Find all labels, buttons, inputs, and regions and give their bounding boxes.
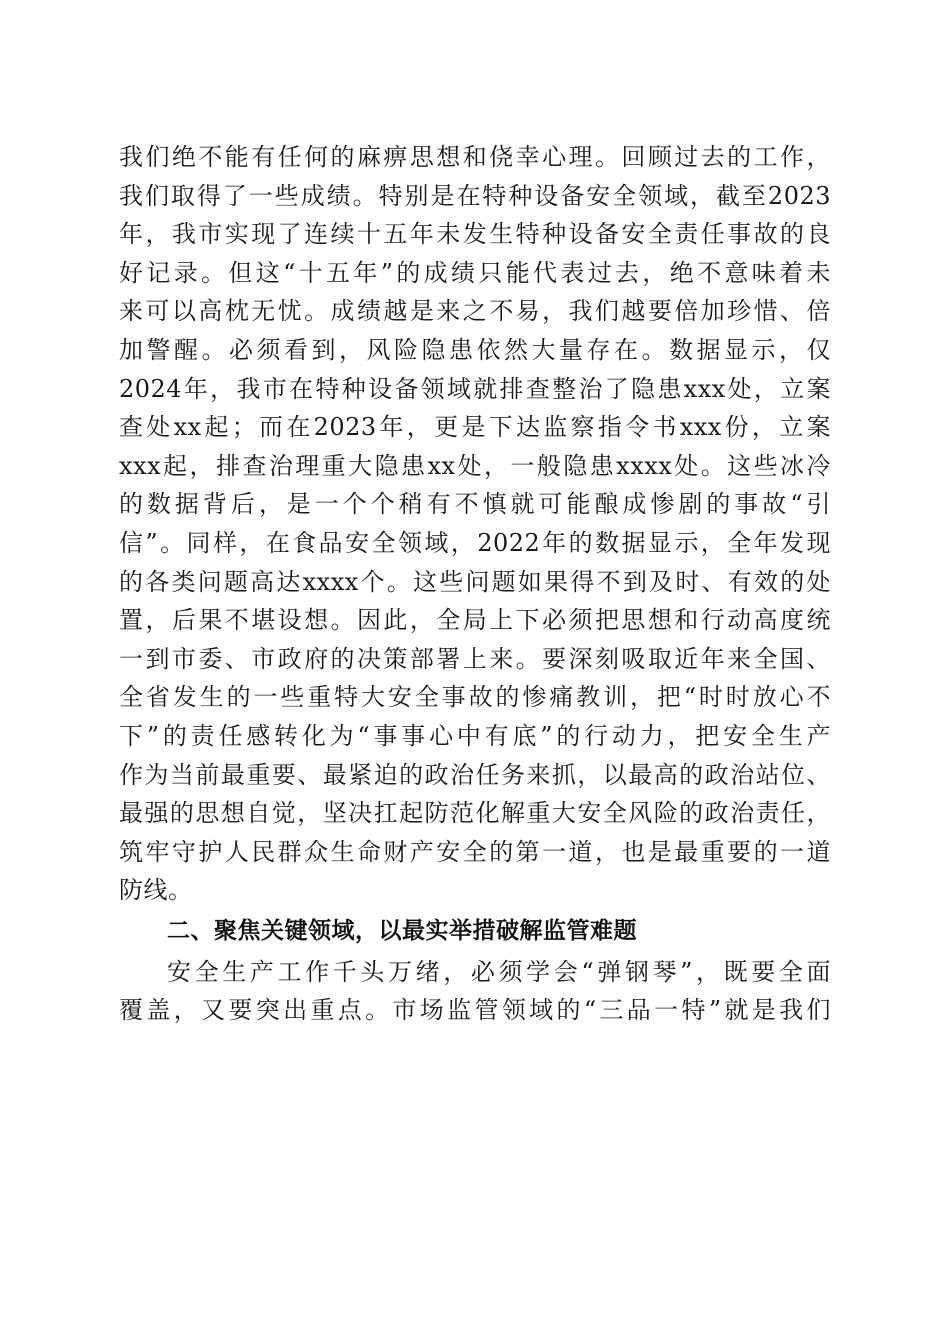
paragraph-line: xxx起，排查治理重大隐患xx处，一般隐患xxxx处。这些冰冷 — [119, 451, 831, 480]
paragraph-line: 的数据背后，是一个个稍有不慎就可能酿成惨剧的事故“引 — [119, 490, 831, 519]
paragraph-line: 最强的思想自觉，坚决扛起防范化解重大安全风险的政治责任， — [119, 799, 831, 828]
paragraph-line: 全省发生的一些重特大安全事故的惨痛教训，把“时时放心不 — [119, 683, 831, 712]
paragraph-line: 一到市委、市政府的决策部署上来。要深刻吸取近年来全国、 — [119, 644, 831, 673]
paragraph-line: 加警醒。必须看到，风险隐患依然大量存在。数据显示，仅 — [119, 335, 831, 364]
paragraph-line: 年，我市实现了连续十五年未发生特种设备安全责任事故的良 — [119, 220, 831, 249]
paragraph-2 — [119, 953, 831, 1030]
paragraph-line: 覆盖，又要突出重点。市场监管领域的“三品一特”就是我们 — [119, 996, 831, 1025]
paragraph-line: 筑牢守护人民群众生命财产安全的第一道，也是最重要的一道 — [119, 837, 831, 866]
paragraph-line: 2024年，我市在特种设备领域就排查整治了隐患xxx处，立案 — [119, 374, 831, 403]
paragraph-line: 下”的责任感转化为“事事心中有底”的行动力，把安全生产 — [119, 721, 831, 750]
paragraph-line: 防线。 — [119, 876, 193, 905]
paragraph-line: 我们取得了一些成绩。特别是在特种设备安全领域，截至2023 — [119, 181, 831, 210]
paragraph-line: 置，后果不堪设想。因此，全局上下必须把思想和行动高度统 — [119, 606, 831, 635]
paragraph-line: 安全生产工作千头万绪，必须学会“弹钢琴”，既要全面 — [167, 957, 831, 986]
paragraph-1 — [119, 138, 831, 910]
paragraph-line: 查处xx起；而在2023年，更是下达监察指令书xxx份，立案 — [119, 413, 831, 442]
paragraph-line: 好记录。但这“十五年”的成绩只能代表过去，绝不意味着未 — [119, 258, 831, 287]
section-heading: 二、聚焦关键领域，以最实举措破解监管难题 — [167, 917, 637, 944]
paragraph-line: 来可以高枕无忧。成绩越是来之不易，我们越要倍加珍惜、倍 — [119, 297, 831, 326]
document-body — [119, 138, 831, 1030]
paragraph-line: 的各类问题高达xxxx个。这些问题如果得不到及时、有效的处 — [119, 567, 831, 596]
paragraph-line: 我们绝不能有任何的麻痹思想和侥幸心理。回顾过去的工作， — [119, 143, 831, 171]
paragraph-line: 信”。同样，在食品安全领域，2022年的数据显示，全年发现 — [119, 528, 831, 557]
paragraph-line: 作为当前最重要、最紧迫的政治任务来抓，以最高的政治站位、 — [119, 760, 831, 789]
